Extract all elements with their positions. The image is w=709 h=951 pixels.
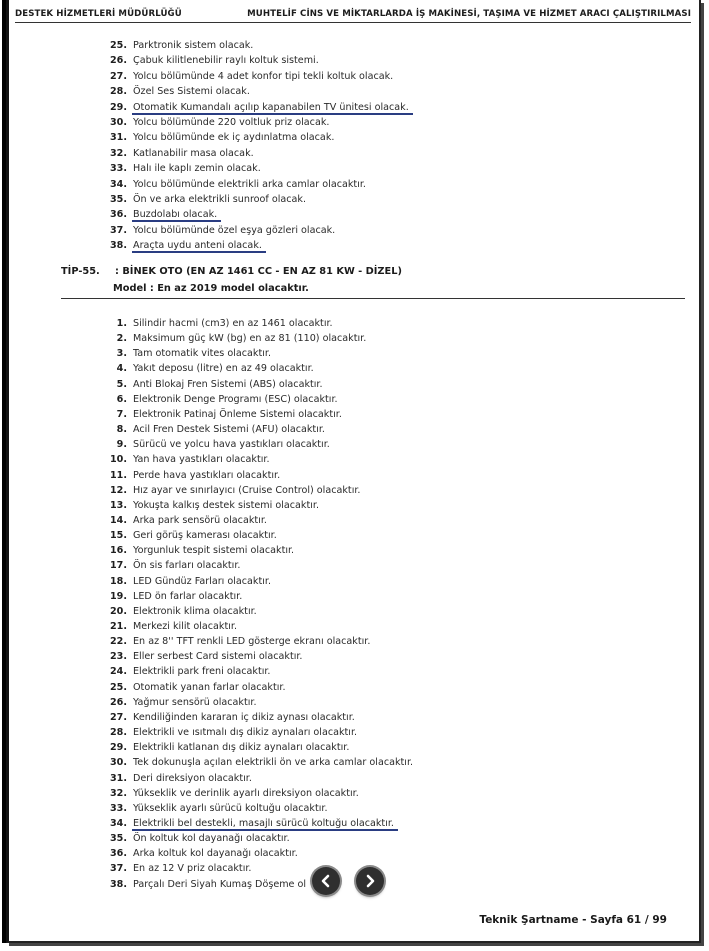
item-number: 24.	[110, 666, 127, 678]
item-text: Araçta uydu anteni olacak.	[133, 240, 262, 252]
item-text: Maksimum güç kW (bg) en az 81 (110) olacaktır.	[133, 333, 367, 345]
arrow-left-icon	[318, 873, 334, 889]
item-text: Anti Blokaj Fren Sistemi (ABS) olacaktır.	[133, 378, 323, 390]
item-number: 8.	[116, 424, 127, 436]
list-item	[105, 725, 357, 740]
item-text: Otomatik yanan farlar olacaktır.	[133, 681, 286, 693]
list-item	[105, 498, 319, 513]
item-text: Kendiliğinden kararan iç dikiz aynası olacaktır.	[133, 711, 355, 723]
item-text: En az 8'' TFT renkli LED gösterge ekranı olacaktır.	[133, 636, 371, 648]
header-department: DESTEK HİZMETLERİ MÜDÜRLÜĞÜ	[15, 9, 182, 19]
item-number: 34.	[110, 178, 127, 190]
list-item	[105, 877, 306, 892]
item-text: Yan hava yastıkları olacaktır.	[133, 454, 270, 466]
item-number: 30.	[110, 117, 127, 128]
item-number: 16.	[110, 545, 127, 557]
list-item	[105, 831, 290, 846]
item-number: 35.	[110, 194, 127, 205]
item-number: 4.	[116, 363, 127, 375]
item-number: 29.	[110, 742, 127, 754]
item-text: Elektrikli katlanan dış dikiz aynaları olacaktır.	[133, 742, 350, 754]
item-number: 31.	[110, 132, 127, 144]
item-text: Arka park sensörü olacaktır.	[133, 514, 267, 526]
list-item	[105, 861, 251, 876]
item-text: Parktronik sistem olacak.	[133, 40, 254, 51]
item-text: Acil Fren Destek Sistemi (AFU) olacaktır.	[133, 424, 325, 436]
item-text: Geri görüş kamerası olacaktır.	[133, 530, 277, 542]
item-number: 33.	[110, 802, 127, 814]
item-number: 2.	[116, 333, 127, 345]
list-item	[105, 238, 262, 253]
item-text: LED ön farlar olacaktır.	[133, 590, 243, 602]
list-item	[105, 574, 271, 589]
list-item	[105, 558, 240, 573]
list-item	[105, 589, 242, 604]
item-text: Elektronik Denge Programı (ESC) olacaktır.	[133, 393, 338, 405]
item-text: Yolcu bölümünde özel eşya gözleri olacak.	[133, 224, 336, 236]
item-text: Elektrikli park freni olacaktır.	[133, 666, 271, 678]
item-number: 28.	[110, 727, 127, 739]
item-text: Silindir hacmi (cm3) en az 1461 olacaktır.	[133, 318, 333, 329]
item-text: Hız ayar ve sınırlayıcı (Cruise Control) olacaktır.	[133, 484, 361, 496]
next-page-button[interactable]	[356, 867, 384, 895]
list-item	[105, 452, 270, 467]
item-number: 29.	[110, 101, 127, 113]
item-text: Tam otomatik vites olacaktır.	[133, 348, 272, 360]
item-number: 11.	[110, 469, 127, 481]
section-model-requirement: Model : En az 2019 model olacaktır.	[113, 283, 309, 294]
item-number: 7.	[116, 408, 127, 420]
item-number: 28.	[110, 86, 127, 98]
item-text: Elektrikli ve ısıtmalı dış dikiz aynaları olacaktır.	[133, 727, 358, 739]
list-item	[105, 801, 328, 816]
item-number: 10.	[110, 454, 127, 466]
list-item	[105, 846, 298, 861]
item-number: 17.	[110, 560, 127, 572]
arrow-right-icon	[362, 873, 378, 889]
section-divider	[61, 298, 685, 299]
item-text: Otomatik Kumandalı açılıp kapanabilen TV ünitesi olacak.	[133, 101, 409, 113]
item-text: Yorgunluk tespit sistemi olacaktır.	[133, 545, 295, 557]
list-item	[105, 100, 409, 115]
item-number: 27.	[110, 711, 127, 723]
running-header	[15, 6, 691, 23]
item-number: 36.	[110, 209, 127, 221]
list-item	[105, 740, 349, 755]
list-item	[105, 543, 294, 558]
list-item	[105, 346, 271, 361]
list-item	[105, 407, 342, 422]
list-item	[105, 392, 338, 407]
list-item	[105, 695, 257, 710]
item-number: 21.	[110, 621, 127, 632]
list-item	[105, 634, 370, 649]
section-title: : BİNEK OTO (EN AZ 1461 CC - EN AZ 81 KW - DİZEL)	[115, 266, 402, 277]
item-text: Elektronik Patinaj Önleme Sistemi olacaktır.	[133, 408, 342, 420]
list-item	[105, 223, 335, 238]
list-item	[105, 468, 280, 483]
list-item	[105, 161, 261, 176]
list-item	[105, 69, 393, 84]
item-number: 13.	[110, 499, 127, 511]
document-page	[6, 0, 701, 943]
item-number: 26.	[110, 55, 127, 67]
item-number: 26.	[110, 696, 127, 708]
list-item	[105, 649, 302, 664]
item-text: Elektronik klima olacaktır.	[133, 605, 257, 617]
item-number: 35.	[110, 833, 127, 845]
item-number: 32.	[110, 147, 127, 159]
list-item	[105, 422, 325, 437]
list-item	[105, 53, 319, 68]
item-text: LED Gündüz Farları olacaktır.	[133, 575, 272, 587]
list-item	[105, 84, 250, 99]
item-number: 18.	[110, 575, 127, 587]
item-number: 1.	[116, 318, 127, 329]
list-item	[105, 146, 254, 161]
item-number: 27.	[110, 70, 127, 82]
list-item	[105, 377, 323, 392]
list-item	[105, 755, 413, 770]
item-text: Yolcu bölümünde elektrikli arka camlar olacaktır.	[133, 178, 366, 190]
item-text: Yükseklik ayarlı sürücü koltuğu olacaktır.	[133, 802, 328, 814]
item-number: 20.	[110, 605, 127, 617]
page-footer: Teknik Şartname - Sayfa 61 / 99	[479, 914, 667, 926]
list-item	[105, 207, 217, 222]
list-item	[105, 710, 355, 725]
section-heading	[61, 266, 685, 277]
item-number: 25.	[110, 681, 127, 693]
list-item	[105, 664, 270, 679]
list-item	[105, 437, 330, 452]
item-text: Yolcu bölümünde 4 adet konfor tipi tekli koltuk olacak.	[133, 70, 394, 82]
list-item	[105, 361, 314, 376]
header-tender-title: MUHTELİF CİNS VE MİKTARLARDA İŞ MAKİNESİ, TAŞIMA VE HİZMET ARACI ÇALIŞTIRILMASI	[247, 9, 691, 19]
item-number: 12.	[110, 484, 127, 496]
list-item	[105, 786, 359, 801]
item-text: Eller serbest Card sistemi olacaktır.	[133, 651, 303, 663]
item-text: Özel Ses Sistemi olacak.	[133, 86, 250, 98]
list-item	[105, 513, 267, 528]
item-text: Tek dokunuşla açılan elektrikli ön ve arka camlar olacaktır.	[133, 757, 414, 769]
item-text: Yolcu bölümünde ek iç aydınlatma olacak.	[133, 132, 335, 144]
item-text: Ön koltuk kol dayanağı olacaktır.	[133, 833, 290, 845]
item-text: Parçalı Deri Siyah Kumaş Döşeme ol	[133, 878, 307, 890]
list-item	[105, 528, 277, 543]
list-item	[105, 816, 394, 831]
item-text: Yükseklik ve derinlik ayarlı direksiyon olacaktır.	[133, 787, 359, 799]
list-item	[105, 619, 237, 634]
item-number: 3.	[116, 348, 127, 360]
list-item	[105, 680, 286, 695]
list-item	[105, 38, 253, 53]
section-code: TİP-55.	[61, 266, 100, 277]
list-item	[105, 316, 333, 331]
item-number: 38.	[110, 240, 127, 252]
item-number: 33.	[110, 163, 127, 175]
item-text: Elektrikli bel destekli, masajlı sürücü koltuğu olacaktır.	[133, 817, 394, 829]
item-text: Yolcu bölümünde 220 voltluk priz olacak.	[133, 117, 330, 128]
list-item	[105, 771, 252, 786]
item-number: 5.	[116, 378, 127, 390]
item-text: Buzdolabı olacak.	[133, 209, 218, 221]
item-number: 34.	[110, 817, 127, 829]
list-item	[105, 331, 366, 346]
list-item	[105, 483, 360, 498]
item-number: 37.	[110, 224, 127, 236]
item-number: 14.	[110, 514, 127, 526]
item-text: Çabuk kilitlenebilir raylı koltuk sistemi.	[133, 55, 319, 67]
item-text: En az 12 V priz olacaktır.	[133, 863, 252, 875]
item-number: 36.	[110, 848, 127, 860]
item-number: 37.	[110, 863, 127, 875]
item-number: 22.	[110, 636, 127, 648]
item-text: Halı ile kaplı zemin olacak.	[133, 163, 261, 175]
list-item	[105, 115, 329, 130]
item-number: 19.	[110, 590, 127, 602]
item-text: Katlanabilir masa olacak.	[133, 147, 254, 159]
item-text: Yağmur sensörü olacaktır.	[133, 696, 257, 708]
item-number: 38.	[110, 878, 127, 890]
item-text: Ön ve arka elektrikli sunroof olacak.	[133, 194, 307, 205]
item-number: 25.	[110, 40, 127, 51]
item-text: Merkezi kilit olacaktır.	[133, 621, 238, 632]
item-number: 6.	[116, 393, 127, 405]
item-number: 32.	[110, 787, 127, 799]
item-text: Ön sis farları olacaktır.	[133, 560, 241, 572]
list-item	[105, 192, 306, 207]
item-text: Perde hava yastıkları olacaktır.	[133, 469, 281, 481]
item-text: Deri direksiyon olacaktır.	[133, 772, 252, 784]
item-number: 15.	[110, 530, 127, 542]
list-item	[105, 604, 257, 619]
item-number: 9.	[116, 439, 127, 451]
item-text: Sürücü ve yolcu hava yastıkları olacaktır.	[133, 439, 330, 451]
previous-page-button[interactable]	[312, 867, 340, 895]
item-text: Yakıt deposu (litre) en az 49 olacaktır.	[133, 363, 314, 375]
item-number: 31.	[110, 772, 127, 784]
list-item	[105, 130, 334, 145]
item-text: Arka koltuk kol dayanağı olacaktır.	[133, 848, 298, 860]
item-text: Yokuşta kalkış destek sistemi olacaktır.	[133, 499, 319, 511]
item-number: 30.	[110, 757, 127, 769]
list-item	[105, 177, 366, 192]
item-number: 23.	[110, 651, 127, 663]
